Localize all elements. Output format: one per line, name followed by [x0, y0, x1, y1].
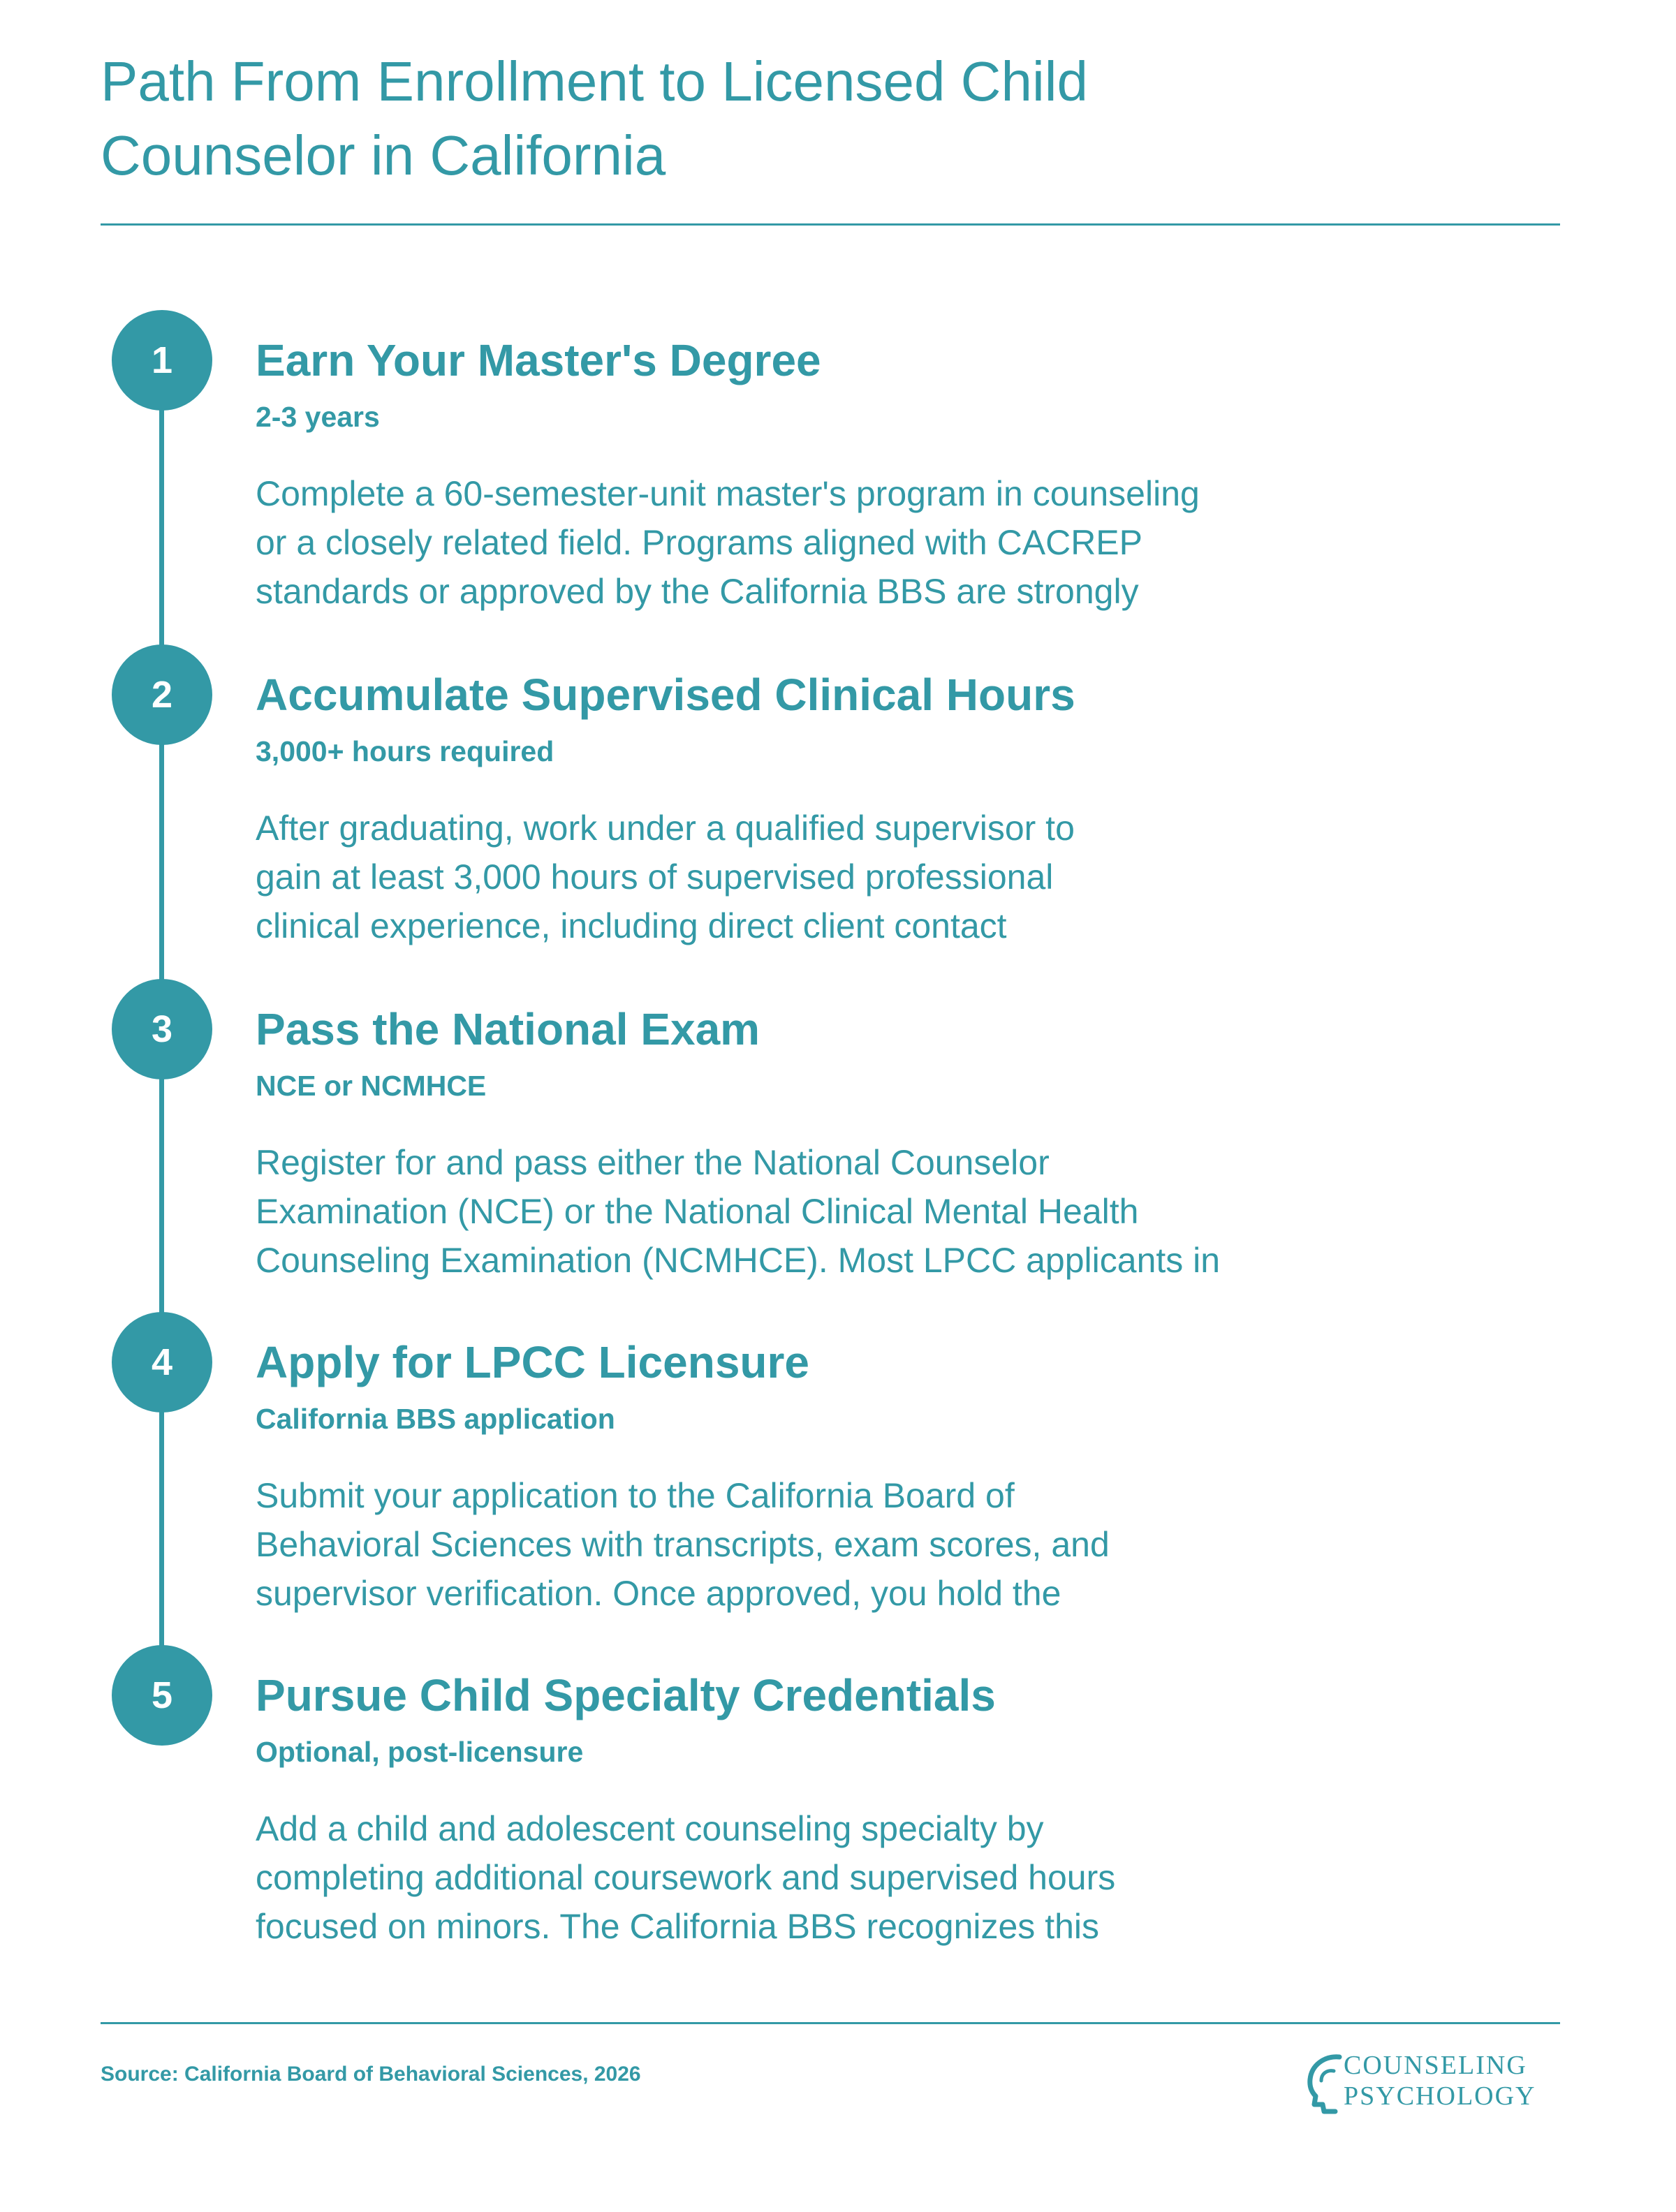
- step-description-line: focused on minors. The California BBS recognizes this: [256, 1907, 1100, 1946]
- step-3: [0, 979, 1676, 1280]
- step-description-line: Behavioral Sciences with transcripts, exam scores, and: [256, 1525, 1110, 1564]
- step-description-line: completing additional coursework and supervised hours: [256, 1858, 1116, 1897]
- step-description-line: Add a child and adolescent counseling specialty by: [256, 1809, 1044, 1848]
- step-description-line: Register for and pass either the National Counselor: [256, 1143, 1050, 1182]
- step-title: Apply for LPCC Licensure: [256, 1337, 809, 1387]
- logo-wordmark-bottom: PSYCHOLOGY: [1344, 2081, 1536, 2111]
- step-title: Earn Your Master's Degree: [256, 335, 821, 385]
- step-title: Pass the National Exam: [256, 1004, 760, 1054]
- step-description-line: Submit your application to the California Board of: [256, 1476, 1015, 1515]
- step-description-line: Counseling Examination (NCMHCE). Most LPCC applicants in: [256, 1241, 1221, 1280]
- step-description: [256, 469, 1415, 616]
- step-number-badge: 1: [112, 310, 212, 411]
- step-number-badge: 3: [112, 979, 212, 1079]
- page-title-line-2: Counselor in California: [101, 124, 666, 186]
- step-description-line: standards or approved by the California BBS are strongly: [256, 572, 1139, 611]
- header-divider: [101, 223, 1560, 226]
- step-duration: California BBS application: [256, 1403, 615, 1435]
- step-1: [0, 310, 1676, 611]
- page-title-line-1: Path From Enrollment to Licensed Child: [101, 50, 1088, 112]
- step-number-badge: 2: [112, 644, 212, 745]
- step-description-line: After graduating, work under a qualified supervisor to: [256, 809, 1075, 848]
- step-duration: 2-3 years: [256, 401, 380, 433]
- step-description: [256, 1471, 1415, 1618]
- page-title: [101, 45, 1427, 193]
- counseling-psychology-logo: [1303, 2049, 1554, 2118]
- step-number-badge: 4: [112, 1312, 212, 1413]
- step-description: [256, 804, 1415, 950]
- step-duration: NCE or NCMHCE: [256, 1070, 487, 1102]
- step-duration: Optional, post-licensure: [256, 1736, 584, 1768]
- step-title: Accumulate Supervised Clinical Hours: [256, 670, 1075, 720]
- step-4: [0, 1312, 1676, 1613]
- step-description-line: supervisor verification. Once approved, you hold the: [256, 1574, 1061, 1613]
- step-description: [256, 1138, 1415, 1285]
- step-description-line: Complete a 60-semester-unit master's program in counseling: [256, 474, 1200, 513]
- step-description-line: clinical experience, including direct client contact: [256, 906, 1007, 945]
- source-citation: Source: California Board of Behavioral Sciences, 2026: [101, 2063, 641, 2086]
- step-title: Pursue Child Specialty Credentials: [256, 1670, 996, 1720]
- step-description-line: gain at least 3,000 hours of supervised professional: [256, 857, 1054, 897]
- step-duration: 3,000+ hours required: [256, 735, 554, 767]
- step-description-line: or a closely related field. Programs aligned with CACREP: [256, 523, 1142, 562]
- step-2: [0, 644, 1676, 945]
- step-5: [0, 1645, 1676, 1946]
- logo-wordmark-top: COUNSELING: [1344, 2051, 1527, 2080]
- step-description: [256, 1804, 1415, 1951]
- footer-divider: [101, 2022, 1560, 2024]
- step-description-line: Examination (NCE) or the National Clinical Mental Health: [256, 1192, 1139, 1231]
- step-number-badge: 5: [112, 1645, 212, 1746]
